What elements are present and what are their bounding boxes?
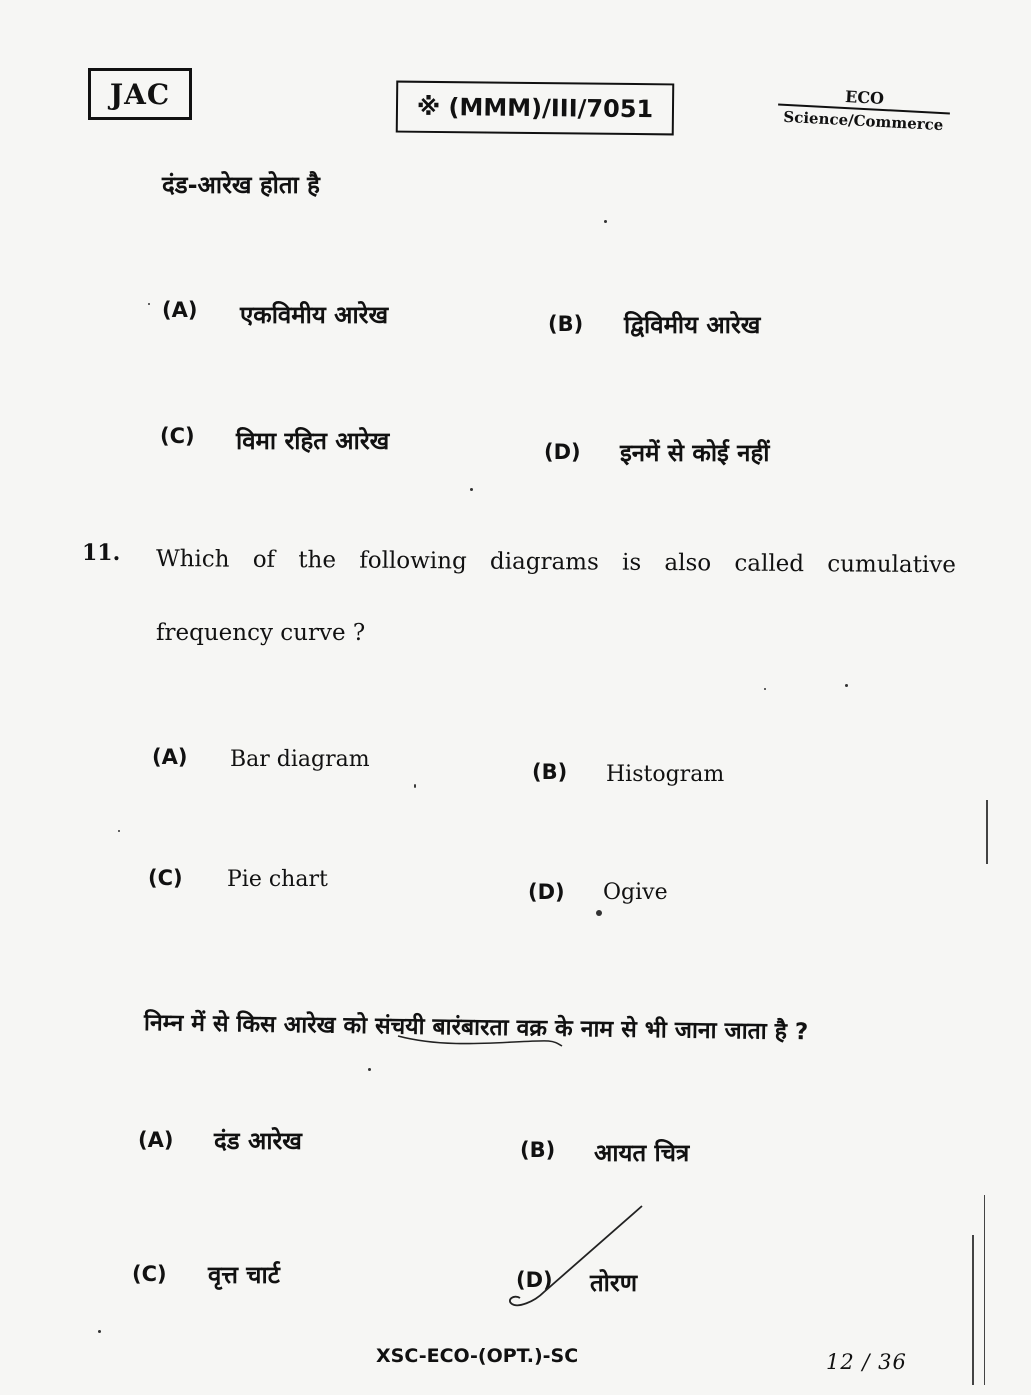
scan-edge-line [984,1195,985,1385]
q11h-option-d-label: (D) [516,1268,553,1292]
q10-option-a-label: (A) [162,298,198,322]
q11-word: of [252,546,276,573]
scan-speck [118,830,120,832]
q10-option-d-label: (D) [544,440,581,464]
scan-speck [368,1068,371,1071]
q11-option-b-text: Histogram [606,762,725,787]
q11-word: cumulative [827,551,956,579]
q11-hindi-stem: निम्न में से किस आरेख को संचयी बारंबारता वक्र के नाम से भी जाना जाता है ? [143,1010,809,1046]
scan-speck [604,220,607,223]
q11h-option-b-label: (B) [520,1138,556,1162]
board-logo-box [88,68,192,120]
q10-hindi-stem: दंड-आरेख होता है [162,171,320,199]
q10-option-b-text: द्विविमीय आरेख [624,311,761,339]
scan-speck [148,303,150,305]
scan-speck [470,488,473,491]
q11-word: is [621,549,642,576]
q11h-option-c-label: (C) [132,1262,167,1286]
pen-dot [596,910,602,916]
q11-word: called [734,550,805,578]
scan-speck [414,784,416,788]
scan-speck [764,688,766,690]
q11h-option-c-text: वृत्त चार्ट [208,1261,280,1289]
q11h-option-a-text: दंड आरेख [214,1127,302,1155]
q11-word: following [359,547,467,575]
scan-speck [845,684,848,687]
q11h-option-b-text: आयत चित्र [594,1139,690,1167]
q11-option-d-label: (D) [528,880,565,904]
subject-tag [763,83,965,135]
q11-option-d-text: Ogive [603,880,668,905]
q10-option-a-text: एकविमीय आरेख [240,301,389,329]
q10-option-d-text: इनमें से कोई नहीं [620,439,770,467]
q11-word: also [664,549,712,577]
q11-word: diagrams [489,548,599,576]
scan-edge-line [972,1235,974,1385]
footer-paper-code: XSC-ECO-(OPT.)-SC [376,1345,579,1367]
q11h-option-d-text: तोरण [590,1269,638,1297]
q11-option-a-label: (A) [152,745,188,769]
page-number: 12 / 36 [826,1350,907,1374]
q11-stem-line2: frequency curve ? [156,620,366,646]
paper-code: ※ (MMM)/III/7051 [416,92,654,124]
paper-code-box [396,81,675,136]
q10-option-b-label: (B) [548,312,584,336]
q10-option-c-label: (C) [160,424,195,448]
subject-name: ECO [778,84,951,115]
q11-option-a-text: Bar diagram [230,747,370,772]
q10-option-c-text: विमा रहित आरेख [236,427,390,455]
stream-name: Science/Commerce [782,107,944,135]
q11-word: the [298,547,337,574]
q11-word: Which [155,546,230,573]
q11-option-c-label: (C) [148,866,183,890]
question-number: 11. [82,540,121,566]
pen-underline-mark [396,1030,566,1052]
q11-stem-line1 [156,546,956,578]
q11-option-b-label: (B) [532,760,568,784]
q11h-option-a-label: (A) [138,1128,174,1152]
board-name: JAC [109,77,171,111]
q11-option-c-text: Pie chart [227,867,328,892]
scan-edge-line [986,800,988,864]
scan-speck [98,1330,101,1333]
pen-tick-mark [504,1204,654,1316]
